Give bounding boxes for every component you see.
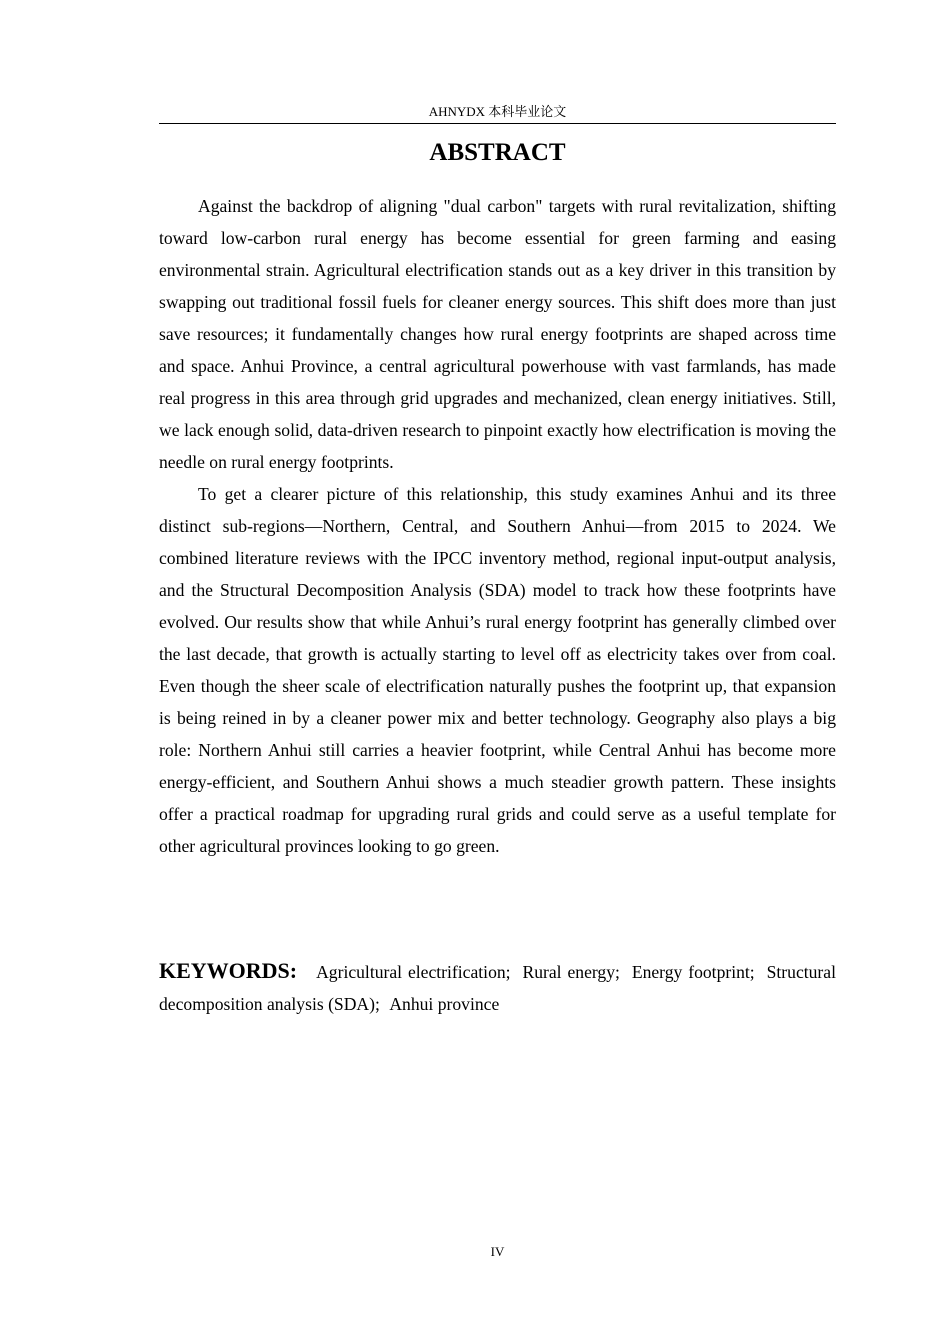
- keywords-line: [159, 955, 836, 1020]
- abstract-paragraph-2: To get a clearer picture of this relationship, this study examines Anhui and its three distinct sub-regions—Northern, Central, and Southern Anhui—from 2015 to 2024. We combined literature reviews with the IPCC inventory method, regional input-output analysis, and the Structural Decomposition Analysis (SDA) model to track how these footprints have evolved. Our results show that while Anhui’s rural energy footprint has generally climbed over the last decade, that growth is actually starting to level off as electricity takes over from coal. Even though the sheer scale of electrification naturally pushes the footprint up, that expansion is being reined in by a cleaner power mix and better technology. Geography also plays a big role: Northern Anhui still carries a heavier footprint, while Central Anhui has become more energy-efficient, and Southern Anhui shows a much steadier growth pattern. These insights offer a practical roadmap for upgrading rural grids and could serve as a useful template for other agricultural provinces looking to go green.: [159, 484, 836, 856]
- keywords-label: KEYWORDS:: [159, 958, 298, 983]
- keyword-item: Energy footprint;: [631, 962, 755, 982]
- keyword-item: Structural decomposition analysis (SDA);: [159, 962, 836, 1014]
- running-header: AHNYDX 本科毕业论文: [428, 104, 567, 119]
- abstract-paragraph-1: Against the backdrop of aligning "dual carbon" targets with rural revitalization, shifting toward low-carbon rural energy has become essential for green farming and easing environmental strain. Agricultural electrification stands out as a key driver in this transition by swapping out traditional fossil fuels for cleaner energy sources. This shift does more than just save resources; it fundamentally changes how rural energy footprints are shaped across time and space. Anhui Province, a central agricultural powerhouse with vast farmlands, has made real progress in this area through grid upgrades and mechanized, clean energy initiatives. Still, we lack enough solid, data-driven research to pinpoint exactly how electrification is moving the needle on rural energy footprints.: [159, 196, 836, 472]
- keyword-item: Rural energy;: [522, 962, 620, 982]
- keyword-item: Anhui province: [389, 994, 500, 1014]
- abstract-body: [159, 190, 836, 862]
- abstract-title: ABSTRACT: [429, 139, 566, 166]
- header-divider: [159, 123, 836, 124]
- keyword-item: Agricultural electrification;: [316, 962, 511, 982]
- page-number: IV: [490, 1244, 505, 1259]
